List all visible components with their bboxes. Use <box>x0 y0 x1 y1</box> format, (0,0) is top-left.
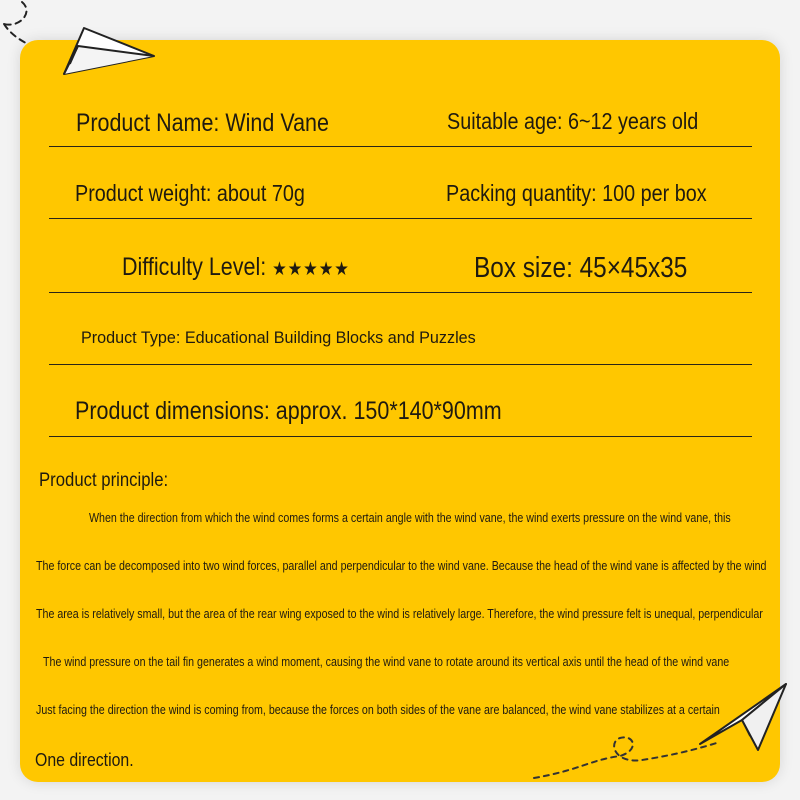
divider <box>49 292 752 293</box>
principle-last-line: One direction. <box>35 750 134 770</box>
divider <box>49 146 752 147</box>
difficulty-stars: ★★★★★ <box>272 259 350 280</box>
difficulty-level-label <box>122 253 350 282</box>
principle-line: When the direction from which the wind comes forms a certain angle with the wind vane, the wind exerts pressure on the wind vane, this <box>89 510 731 525</box>
principle-line: The area is relatively small, but the area of the rear wing exposed to the wind is relatively large. Therefore, the wind pressure felt is unequal, perpendicular <box>36 606 763 621</box>
box-size-label: Box size: 45×45x35 <box>474 252 688 284</box>
principle-line: The wind pressure on the tail fin generates a wind moment, causing the wind vane to rotate around its vertical axis until the head of the wind vane <box>43 654 730 669</box>
divider <box>49 436 752 437</box>
principle-line: Just facing the direction the wind is coming from, because the forces on both sides of the vane are balanced, the wind vane stabilizes at a certain <box>36 702 720 717</box>
paper-plane-icon <box>696 680 792 752</box>
product-type-label: Product Type: Educational Building Blocks and Puzzles <box>81 328 476 347</box>
suitable-age-label: Suitable age: 6~12 years old <box>447 108 699 134</box>
difficulty-label-text: Difficulty Level: <box>122 253 273 281</box>
principle-line: The force can be decomposed into two wind forces, parallel and perpendicular to the wind vane. Because the head of the wind vane is affected by the wind <box>36 558 767 573</box>
packing-quantity-label: Packing quantity: 100 per box <box>446 180 707 206</box>
principle-heading: Product principle: <box>39 470 169 491</box>
divider <box>49 218 752 219</box>
product-weight-label: Product weight: about 70g <box>75 180 305 206</box>
product-dimensions-label: Product dimensions: approx. 150*140*90mm <box>75 397 502 425</box>
product-name-label: Product Name: Wind Vane <box>76 109 329 137</box>
divider <box>49 364 752 365</box>
paper-plane-icon <box>60 24 160 80</box>
